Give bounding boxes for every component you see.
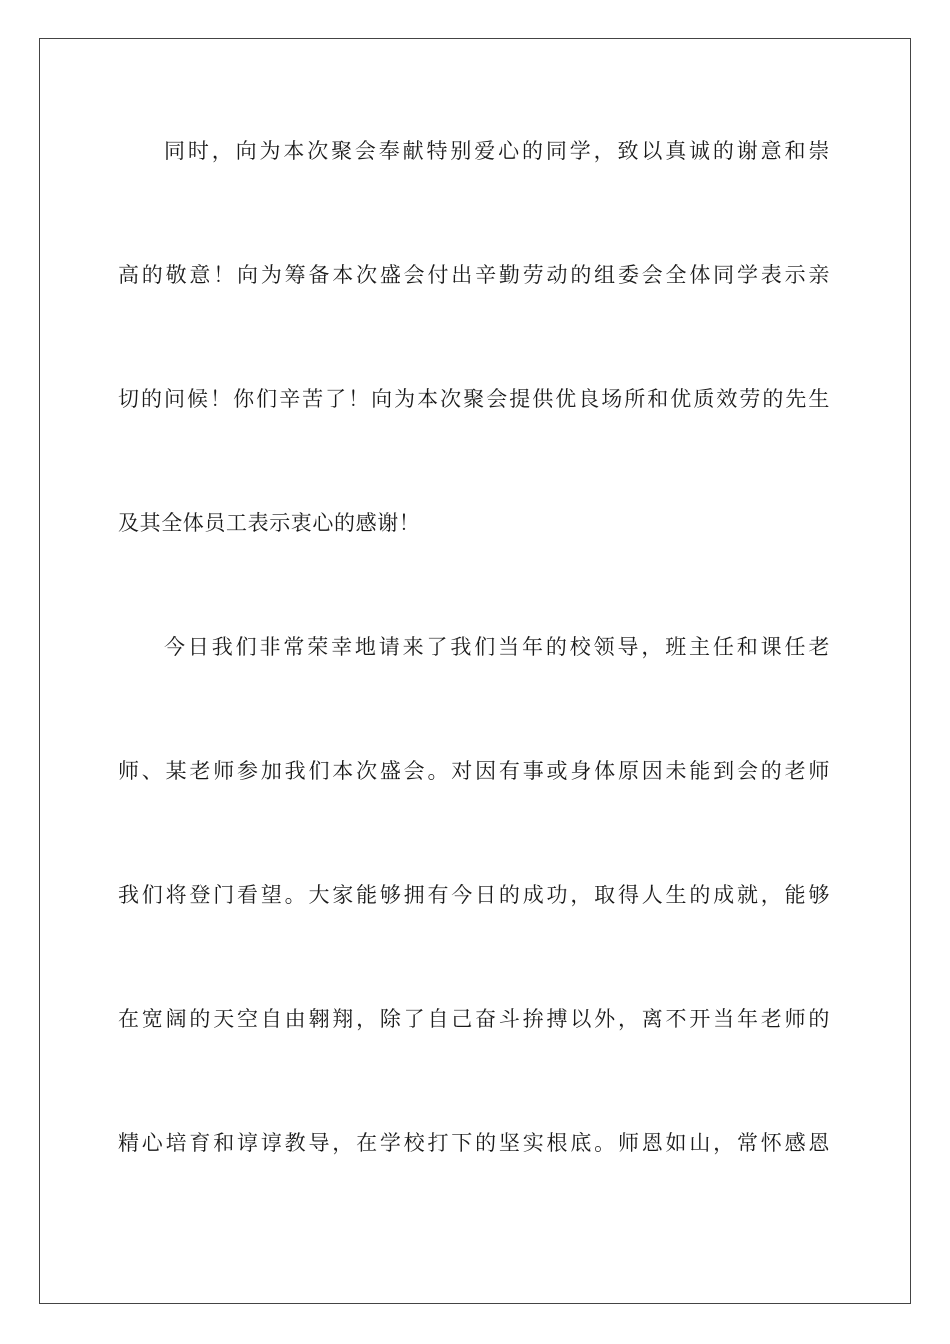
paragraph-2-line-5: 精心培育和谆谆教导，在学校打下的坚实根底。师恩如山，常怀感恩 [118,1131,830,1155]
paragraph-1-line-2: 高的敬意！向为筹备本次盛会付出辛勤劳动的组委会全体同学表示亲 [118,263,830,287]
paragraph-1-line-1: 同时，向为本次聚会奉献特别爱心的同学，致以真诚的谢意和崇 [164,139,830,163]
paragraph-1-line-4: 及其全体员工表示衷心的感谢！ [118,511,421,535]
paragraph-2-line-1: 今日我们非常荣幸地请来了我们当年的校领导，班主任和课任老 [164,635,830,659]
paragraph-2-line-4: 在宽阔的天空自由翱翔，除了自己奋斗拚搏以外，离不开当年老师的 [118,1007,830,1031]
paragraph-1-line-3: 切的问候！你们辛苦了！向为本次聚会提供优良场所和优质效劳的先生 [118,387,830,411]
paragraph-2-line-2: 师、某老师参加我们本次盛会。对因有事或身体原因未能到会的老师 [118,759,830,783]
page-border [39,38,911,1304]
paragraph-2-line-3: 我们将登门看望。大家能够拥有今日的成功，取得人生的成就，能够 [118,883,830,907]
